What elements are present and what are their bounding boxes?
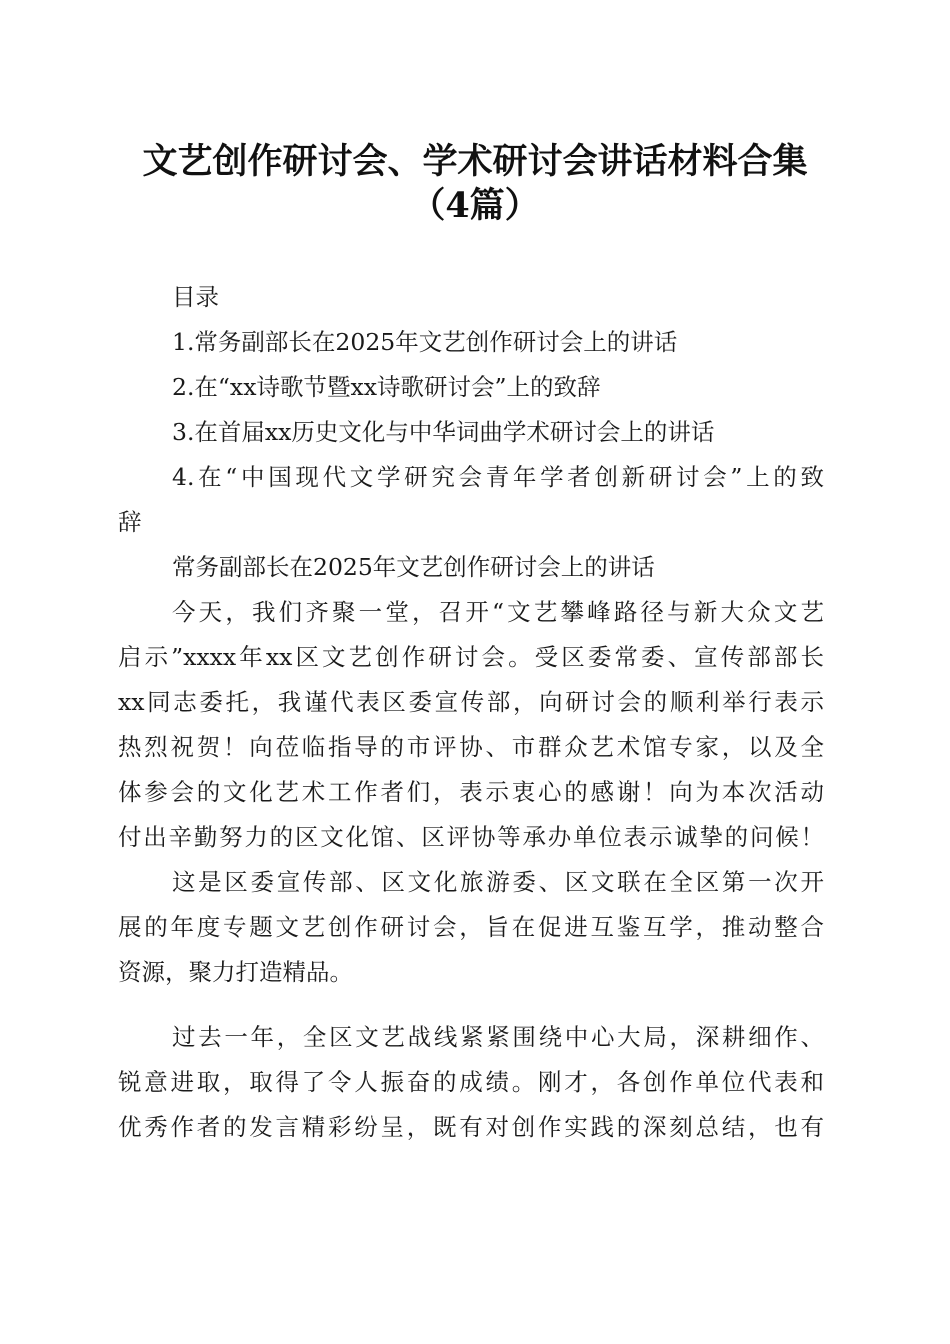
toc-heading: 目录: [172, 283, 219, 311]
toc-item-3: 3.在首届xx历史文化与中华词曲学术研讨会上的讲话: [172, 418, 715, 446]
toc-item-4: 4.在“中国现代文学研究会青年学者创新研讨会”上的致: [172, 463, 824, 491]
paragraph-line: 体参会的文化艺术工作者们，表示衷心的感谢！向为本次活动: [118, 778, 824, 806]
paragraph-line: 过去一年，全区文艺战线紧紧围绕中心大局，深耕细作、: [172, 1023, 824, 1051]
document-body-continued: [118, 1015, 824, 1155]
toc-item-2: 2.在“xx诗歌节暨xx诗歌研讨会”上的致辞: [172, 373, 601, 401]
paragraph-line: 这是区委宣传部、区文化旅游委、区文联在全区第一次开: [172, 868, 824, 896]
paragraph-line: 资源，聚力打造精品。: [118, 958, 353, 986]
paragraph-line: 热烈祝贺！向莅临指导的市评协、市群众艺术馆专家，以及全: [118, 733, 824, 761]
paragraph-line: 锐意进取，取得了令人振奋的成绩。刚才，各创作单位代表和: [118, 1068, 824, 1096]
document-title: 文艺创作研讨会、学术研讨会讲话材料合集: [142, 141, 808, 182]
paragraph-line: 优秀作者的发言精彩纷呈，既有对创作实践的深刻总结，也有: [118, 1113, 824, 1141]
document-body: [118, 275, 824, 1075]
paragraph-line: 付出辛勤努力的区文化馆、区评协等承办单位表示诚挚的问候！: [118, 823, 824, 851]
toc-item-1: 1.常务副部长在2025年文艺创作研讨会上的讲话: [172, 328, 678, 356]
speech-heading: 常务副部长在2025年文艺创作研讨会上的讲话: [172, 553, 655, 581]
paragraph-line: 展的年度专题文艺创作研讨会，旨在促进互鉴互学，推动整合: [118, 913, 824, 941]
toc-item-4-continued: 辞: [118, 508, 142, 536]
document-title-count: （4篇）: [410, 185, 540, 226]
paragraph-line: 今天，我们齐聚一堂，召开“文艺攀峰路径与新大众文艺: [172, 598, 824, 626]
paragraph-line: 启示”xxxx年xx区文艺创作研讨会。受区委常委、宣传部部长: [118, 643, 824, 671]
paragraph-line: xx同志委托，我谨代表区委宣传部，向研讨会的顺利举行表示: [118, 688, 824, 716]
